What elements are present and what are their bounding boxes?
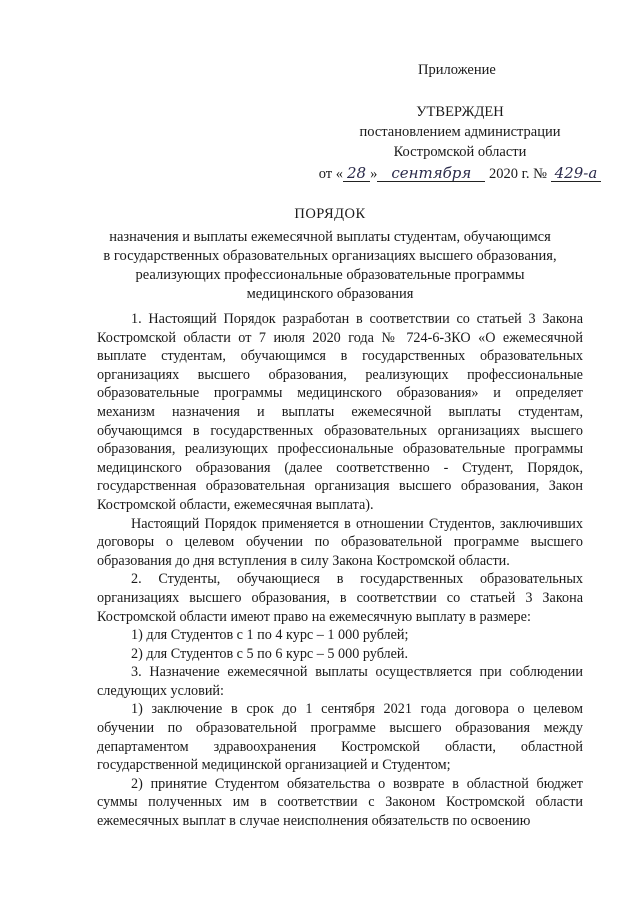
list-item: 1) для Студентов с 1 по 4 курс – 1 000 рублей; — [131, 627, 409, 644]
approved-by: постановлением администрации — [359, 124, 561, 140]
appendix-label: Приложение — [418, 62, 496, 78]
document-number: 429-а — [551, 165, 602, 182]
approval-date-line — [300, 164, 620, 184]
date-mid: » — [370, 166, 378, 182]
approved-label: УТВЕРЖДЕН — [416, 104, 504, 120]
document-title — [60, 205, 600, 304]
list-item: 1) заключение в срок до 1 сентября 2021 года договора о целевом обучении по образовательной программе высшего образования между департаментом здравоохранения Костромской области, областной государственной медицинской организацией и Студентом; — [97, 701, 583, 774]
paragraph-1: 1. Настоящий Порядок разработан в соответствии со статьей 3 Закона Костромской области от 7 июля 2020 года № 724-6-ЗКО «О ежемесячной выплате студентам, обучающимся в государственных образовательных организациях высшего образования, реализующих профессиональные образовательные программы медицинского образования» и определяет механизм назначения и выплаты ежемесячной выплаты студентам, обучающимся в государственных образовательных организациях высшего образования, реализующих профессиональные образовательные программы медицинского образования (далее соответственно - Студент, Порядок, государственная образовательная организация высшего образования, Закон Костромской области, ежемесячная выплата). — [97, 311, 583, 513]
approved-region: Костромской области — [393, 144, 527, 160]
list-item: 2) для Студентов с 5 по 6 курс – 5 000 рублей. — [131, 645, 409, 662]
date-month: сентября — [377, 165, 485, 182]
title-heading: ПОРЯДОК — [294, 206, 366, 222]
approval-stamp — [300, 102, 620, 184]
date-prefix: от « — [318, 166, 343, 182]
date-day: 28 — [343, 165, 370, 182]
paragraph-3: 3. Назначение ежемесячной выплаты осуществляется при соблюдении следующих условий: — [97, 664, 583, 699]
paragraph-1-note: Настоящий Порядок применяется в отношении Студентов, заключивших договоры о целевом обучении по образовательной программе высшего образования до дня вступления в силу Закона Костромской области. — [97, 515, 583, 569]
paragraph-2: 2. Студенты, обучающиеся в государственных образовательных организациях высшего образования, в соответствии со статьей 3 Закона Костромской области имеют право на ежемесячную выплату в размере: — [97, 571, 583, 625]
title-line: медицинского образования — [246, 286, 414, 302]
title-line: в государственных образовательных организациях высшего образования, — [103, 248, 557, 264]
list-item: 2) принятие Студентом обязательства о возврате в областной бюджет суммы полученных им в соответствии с Законом Костромской области ежемесячных выплат в случае неисполнения обязательств по освоению — [97, 775, 583, 830]
title-line: реализующих профессиональные образовательные программы — [135, 267, 525, 283]
title-line: назначения и выплаты ежемесячной выплаты студентам, обучающимся — [109, 229, 551, 245]
date-year: 2020 г. № — [488, 166, 547, 182]
document-body — [97, 310, 583, 831]
